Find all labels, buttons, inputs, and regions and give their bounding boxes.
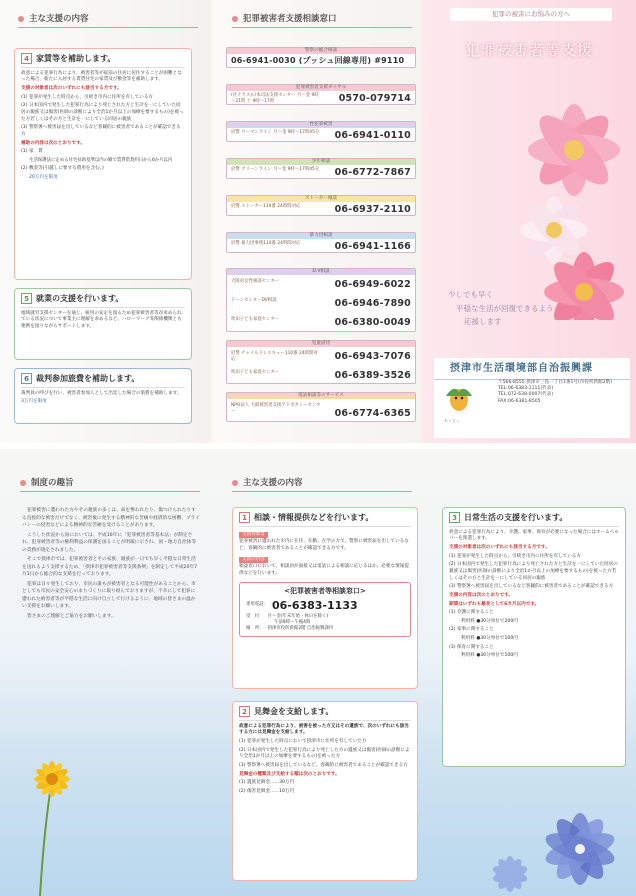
- box-subtitle: 見舞金の種類及び支給する額は次のとおりです。: [239, 771, 340, 777]
- contact-number: 06-6943-7076: [334, 351, 411, 362]
- box-title: 就業の支援を行います。: [36, 294, 124, 303]
- contact-label: 吹田子ども家庭センター: [231, 317, 280, 322]
- cosmos-flowers-image: [424, 60, 636, 320]
- contact-card: [226, 392, 416, 422]
- box-subtitle: 期間はいずれも最長として6カ月以内です。: [449, 601, 540, 607]
- box-subtitle: 支援の内容は次のとおりです。: [449, 592, 513, 598]
- paragraph: そこで摂津市では、犯罪被害者とその家族、親族が一日でも早く平穏な日常生活を送れるよう支援するため、「摂津市犯罪被害者等支援条例」を制定して平成20年7月1日から総合的な支援を行っております。: [22, 557, 198, 578]
- box-number: 4: [21, 53, 32, 64]
- contact-number: 0570-079714: [338, 93, 411, 104]
- service-name: (3) 保育に関すること: [449, 644, 494, 650]
- yellow-flower-image: [0, 749, 210, 896]
- consultation-window: [239, 582, 411, 637]
- rent-detail: 生活保護法に定める住宅扶助基準以内の額で賃貸借契約日から6か月以内: [29, 157, 173, 163]
- contact-category: D.V相談: [227, 269, 415, 275]
- service-fee: 利用料 ●30分単位で100円: [461, 636, 518, 642]
- contact-number: 06-6941-0030 (プッシュ回線専用) #9110: [231, 56, 405, 65]
- contact-number: 06-6946-7890: [334, 298, 411, 309]
- service-fee: 利用料 ●30分単位で200円: [461, 618, 518, 624]
- paragraph: 犯罪は日々発生しており、市民の誰もが被害者となる可能性があることから、市としても市民の安全安心のまちづくりに取り組んでおりますが、不幸にして犯罪に遭われた被害者等が平穏な生活に向け自立して行けるように、地域の皆さまの温かい支援をお願いします。: [22, 581, 196, 610]
- deposit-limit: 20万円を限度: [29, 174, 58, 180]
- window-title: <犯罪被害者等相談窓口>: [284, 586, 366, 595]
- box-intro: 故意による犯罪行為により、被害を被った方又はその遺族で、次のいずれにも該当する方には見舞金を支給します。: [239, 723, 409, 736]
- service-fee: 利用料 ●30分単位で100円: [461, 653, 518, 659]
- contact-category: 少年相談: [227, 159, 415, 165]
- section-heading: 犯罪被害者支援相談窓口: [232, 13, 412, 28]
- message-line: 応援します: [464, 317, 502, 326]
- cover-tagline: 犯罪の被害にお悩みの方へ: [450, 8, 612, 21]
- list-item: (1) 犯罪が発生した時点において摂津市に住所を有していた方: [239, 738, 367, 744]
- place-value: 摂津市役所新館2階 自治振興課内: [267, 626, 334, 632]
- support-box-2: [232, 701, 418, 881]
- box-title: 日常生活の支援を行います。: [464, 513, 568, 522]
- list-item: (3) 警察署へ被害届を出しているなど客観的に被害者であることが確認できる方: [21, 125, 181, 137]
- service-name: (1) 介護に関すること: [449, 610, 494, 616]
- contact-category: 警察の総合相談: [227, 48, 415, 54]
- contact-label: 府警 暴力団事務110番 24時間対応: [231, 241, 301, 246]
- amount-item: (2) 傷害見舞金……10万円: [239, 788, 295, 794]
- contact-card: [226, 195, 416, 216]
- hours-value: 午前9時～午後4時: [274, 619, 311, 625]
- intent-text: [22, 507, 200, 620]
- contact-label: NPO法人 大阪被害者支援アドボカシーセンター: [231, 403, 321, 415]
- hours-label: 受 付：: [246, 613, 264, 619]
- support-box-5: [14, 288, 192, 360]
- contact-category: 性犯罪被害: [227, 122, 415, 128]
- contact-category: 児童虐待: [227, 341, 415, 347]
- cover-message: [448, 288, 554, 329]
- box-number: 5: [21, 293, 32, 304]
- support-box-6: [14, 368, 192, 424]
- contact-number: 06-6389-3526: [334, 370, 411, 381]
- paragraph: 皆さまのご理解とご協力をお願いします。: [27, 613, 116, 619]
- address-text: 〒566-8555 摂津市三島一丁目1番1号(市役所新館2階): [498, 380, 613, 385]
- box-text: 犯罪被害に遭われた市内に在住、在勤、在学の方で、警察に被害届を出しているなど、客観的に被害者であることが確認できる方です。: [239, 539, 409, 551]
- box-intro: 故意による犯罪行為により、被害者等が従前の住居に居住することが困難となった場合、新たに入居する賃貸住宅の家賃及び敷金等を補助します。: [21, 70, 182, 83]
- box-text: 裁判員の呼びを行い、被害者参加人として出廷した場合の旅費を補助します。: [21, 390, 182, 396]
- service-name: (2) 家事に関すること: [449, 627, 494, 633]
- list-item: (3) 警察署へ被害届を出しているなど客観的に被害者であることが確認できる方: [449, 584, 614, 590]
- box-number: 6: [21, 373, 32, 384]
- section-heading: 制度の趣旨: [20, 477, 200, 492]
- amount-item: (1) 遺族見舞金……30万円: [239, 780, 295, 786]
- contact-footer: [434, 358, 630, 438]
- box-number: 2: [239, 706, 250, 717]
- contact-card: [226, 232, 416, 253]
- contact-number: 06-6941-0110: [334, 130, 411, 141]
- box-subtitle: 補助の内容は次のとおりです。: [21, 140, 85, 146]
- place-label: 場 所：: [246, 626, 264, 632]
- box-title: 裁判参加旅費を補助します。: [36, 374, 140, 383]
- contact-label: 大阪府女性相談センター: [231, 279, 280, 284]
- list-item: (3) 警察署へ被害届を出しているなど、客観的に被害者であることが確認できる方: [239, 762, 408, 768]
- section-heading: 主な支援の内容: [18, 13, 198, 28]
- contact-number: 06-6941-1166: [334, 241, 411, 252]
- section-heading: 主な支援の内容: [232, 477, 412, 492]
- contact-number: 06-6774-6365: [334, 408, 411, 419]
- list-item: (1) 犯罪が発生した時点から、引続き市内に住所を有している方: [21, 94, 154, 100]
- contact-category: 電話相談等のサービス: [227, 393, 415, 399]
- contact-label: (社ナラス)日本司法支援センター 月～金 9時～21時 土 9時～17時: [231, 93, 319, 105]
- list-item: (2) 日本国内で発生した犯罪行為により死亡した方の遺族又は傷害(医師の診断により全治1か月以上の加療を要するもの)を被った方: [239, 747, 410, 760]
- contact-label: 府警 ウーマンライン 月～金 9時～17時45分: [231, 130, 320, 135]
- box-subtitle: 支援の対象者は次のいずれにも該当する方です。: [449, 544, 550, 550]
- box-title: 相談・情報提供などを行います。: [254, 513, 374, 522]
- support-box-3: [442, 507, 626, 767]
- cover-title: 犯罪被害者等支援: [464, 41, 593, 59]
- blue-flower-image: [470, 779, 636, 896]
- box-title: 家賃等を補助します。: [36, 54, 116, 63]
- contact-number: 06-6937-2110: [334, 204, 411, 215]
- support-box-4: [14, 48, 192, 280]
- contact-card-dv: [226, 268, 416, 332]
- contact-card: [226, 84, 416, 105]
- department-name: 摂津市生活環境部自治振興課: [434, 358, 630, 380]
- mascot-name: セッピィ: [444, 418, 460, 423]
- contact-card: [226, 121, 416, 142]
- list-item: (2) 日本国内で発生した犯罪行為により死亡された方と生計を一にしていた同居の親族又は傷害(医師の診断により全治1か月以上の加療を要するもの)を被った方若しくはその方と生計を一にしている同居の親族: [21, 103, 184, 122]
- contact-category: ストーカー相談: [227, 196, 415, 202]
- box-subtitle: 支援の対象者は次のいずれにも該当する方です。: [21, 85, 122, 91]
- box-text: 相談窓口において、相談員が面接又は電話による相談に応じるほか、必要な情報提供などを行います。: [239, 564, 409, 576]
- contact-number: 06-6772-7867: [334, 167, 411, 178]
- contact-card: [226, 47, 416, 68]
- address-block: [498, 380, 612, 405]
- fax-text: FAX:06-6381-8505: [498, 398, 541, 404]
- hours-value: 月～金(年末年始・休日を除く): [267, 613, 329, 619]
- message-line: 少しでも早く: [448, 290, 493, 299]
- list-item: (1) 犯罪が発生した時点から、引続き市内に住所を有している方: [449, 553, 582, 559]
- contact-number: 06-6380-0049: [334, 317, 411, 328]
- box-number: 3: [449, 512, 460, 523]
- rent-label: (1) 家 賃: [21, 149, 43, 155]
- tel-text: TEL:06-6383-1111(代表): [498, 386, 554, 392]
- list-item: (2) 日本国内で発生した犯罪行為により死亡された方と生計を一にしていた同居の親族又は傷害(医師の診断により全治1か月以上の加療を要するもの)を被った方若しくはその方と生計を一にしている同居の親族: [449, 562, 618, 581]
- contact-label: 府警 ストーカー110番 24時間対応: [231, 204, 301, 209]
- contact-card: [226, 158, 416, 179]
- box-title: 見舞金を支給します。: [254, 707, 334, 716]
- target-label: 支援対象者: [239, 532, 268, 539]
- box-limit: 3万円を限度: [21, 399, 47, 405]
- paragraph: 犯罪被害に遭われた方やその親族の多くは、命を奪われたり、傷つけられたりする直接的な被害だけでなく、被害後に発生する精神的な苦痛や経済的な困難、プライバシーの侵害などによる精神的な苦痛を受けることがあります。: [22, 508, 200, 529]
- contact-label: 吹田子ども家庭センター: [231, 370, 280, 375]
- contact-label: 府警 グリーンライン 月～金 9時～17時45分: [231, 167, 320, 172]
- contact-label: ドーンセンターDV相談: [231, 298, 277, 303]
- box-number: 1: [239, 512, 250, 523]
- mascot-image: [442, 380, 476, 416]
- box-intro: 故意による犯罪行為により、介護、家事、保育が必要になった場合にはホームヘルパーを派遣します。: [449, 529, 619, 542]
- contact-category: 暴力団相談: [227, 233, 415, 239]
- contact-number: 06-6949-6022: [334, 279, 411, 290]
- contact-label: 府警 チャイルドレスキュー110番 24時間対応: [231, 351, 318, 363]
- brochure-outside: [0, 0, 636, 443]
- brochure-inside: [0, 449, 636, 896]
- deposit-label: (2) 敷金等(引越しに要する費用を含む。): [21, 166, 104, 172]
- tel-text: TEL:072-638-0007(代表): [498, 392, 554, 398]
- support-box-1: [232, 507, 418, 689]
- content-label: 支援の内容: [239, 557, 268, 564]
- box-text: 地域就労支援センターを通じ、雇用の安定を図るため犯罪被害者等が求められている状況について事業主に理解を求めるなど、ハローワーク等関係機関とも連携を図りながらサポートします。: [21, 310, 182, 329]
- paragraph: こうした状況から国においては、平成16年に「犯罪被害者等基本法」が制定され、犯罪被害者等の権利利益の保護を図ることが明確に示され、国・地方自治体等の責務が規定されました。: [22, 532, 197, 553]
- phone-label: 専用電話：: [246, 602, 268, 608]
- contact-category: 犯罪被害者支援ダイヤル: [227, 85, 415, 91]
- message-line: 平穏な生活が回復できるよう: [456, 303, 554, 313]
- contact-card-abuse: [226, 340, 416, 384]
- phone-number: 06-6383-1133: [271, 598, 358, 612]
